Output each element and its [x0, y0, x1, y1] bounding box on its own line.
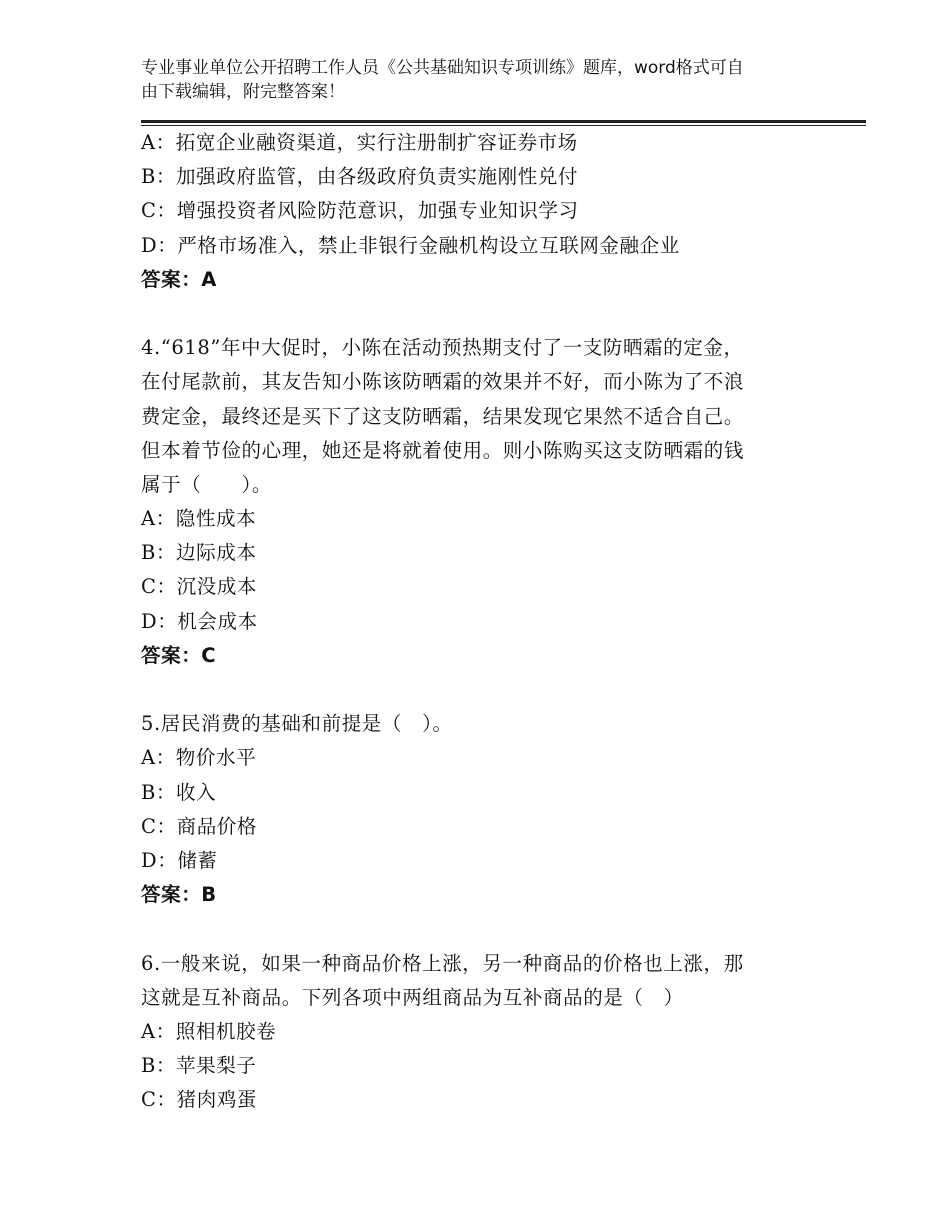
option-d: D：机会成本: [141, 609, 258, 633]
question-stem-line: 属于（ ）。: [141, 472, 272, 496]
question-stem-line: 这就是互补商品。下列各项中两组商品为互补商品的是（ ）: [141, 985, 684, 1009]
answer: 答案：C: [141, 643, 217, 667]
option-c: C：猪肉鸡蛋: [141, 1088, 258, 1112]
answer: 答案：B: [141, 883, 217, 907]
header-line-2: 由下载编辑，附完整答案！: [141, 82, 345, 102]
option-a: A：隐性成本: [141, 507, 257, 531]
question-5: [141, 707, 821, 912]
option-b: B：苹果梨子: [141, 1054, 257, 1078]
option-b: B：加强政府监管，由各级政府负责实施刚性兑付: [141, 165, 579, 189]
header-line-1: 专业事业单位公开招聘工作人员《公共基础知识专项训练》题库，word格式可自: [141, 58, 744, 78]
option-c: C：沉没成本: [141, 575, 258, 599]
question-stem-line: 4.“618”年中大促时，小陈在活动预热期支付了一支防晒霜的定金，: [141, 336, 744, 360]
question-stem-line: 在付尾款前，其友告知小陈该防晒霜的效果并不好，而小陈为了不浪: [141, 370, 745, 394]
option-a: A：拓宽企业融资渠道，实行注册制扩容证券市场: [141, 131, 578, 154]
question-list: [141, 126, 821, 1117]
question-stem-line: 6.一般来说，如果一种商品价格上涨，另一种商品的价格也上涨，那: [141, 951, 744, 975]
header-rule-thick: [141, 120, 866, 123]
question-3: [141, 126, 821, 297]
question-stem-line: 费定金，最终还是买下了这支防晒霜，结果发现它果然不适合自己。: [141, 404, 745, 428]
option-c: C：商品价格: [141, 814, 258, 838]
option-a: A：照相机胶卷: [141, 1019, 277, 1043]
answer: 答案：A: [141, 267, 217, 291]
option-b: B：边际成本: [141, 541, 257, 565]
option-a: A：物价水平: [141, 746, 257, 770]
option-b: B：收入: [141, 780, 217, 804]
question-stem-line: 但本着节俭的心理，她还是将就着使用。则小陈购买这支防晒霜的钱: [141, 438, 745, 462]
question-6: [141, 947, 821, 1118]
option-c: C：增强投资者风险防范意识，加强专业知识学习: [141, 199, 579, 223]
option-d: D：储蓄: [141, 848, 218, 872]
question-stem-line: 5.居民消费的基础和前提是（ ）。: [141, 712, 453, 736]
question-4: [141, 331, 821, 673]
option-d: D：严格市场准入，禁止非银行金融机构设立互联网金融企业: [141, 233, 680, 257]
page-header: [141, 56, 821, 104]
